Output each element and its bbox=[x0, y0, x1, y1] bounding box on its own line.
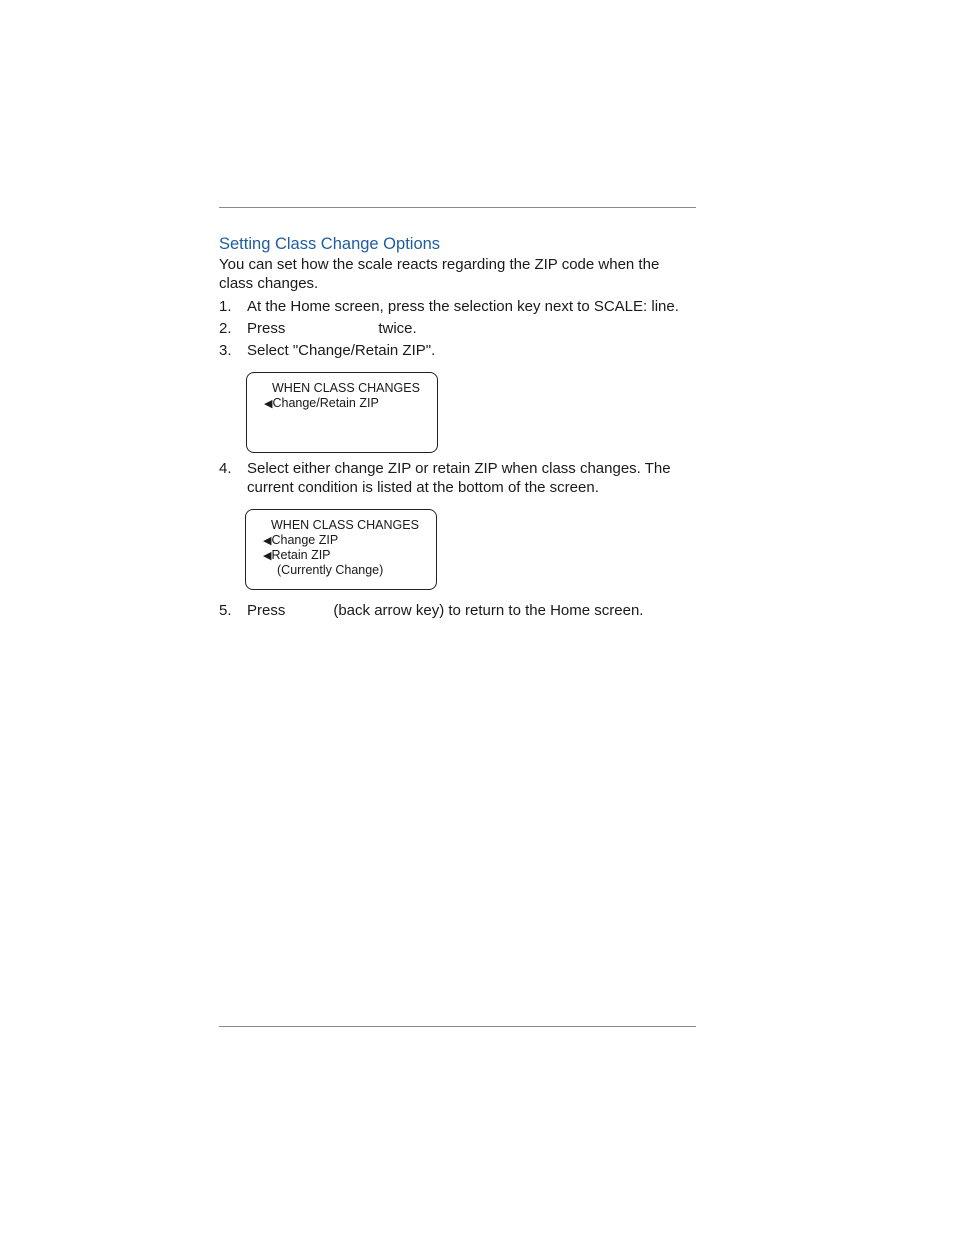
step-text: Select "Change/Retain ZIP". bbox=[247, 342, 436, 359]
lcd-title: WHEN CLASS CHANGES bbox=[272, 381, 420, 395]
left-triangle-icon: ◀ bbox=[264, 398, 273, 410]
lcd-menu-item-retain bbox=[263, 548, 331, 564]
step-number: 2. bbox=[219, 320, 232, 337]
lcd-item-label: Retain ZIP bbox=[271, 548, 331, 562]
lcd-screen-change-retain bbox=[246, 372, 438, 453]
step-number: 3. bbox=[219, 342, 232, 359]
lcd-status: (Currently Change) bbox=[277, 563, 384, 577]
lcd-screen-zip-options bbox=[245, 509, 437, 590]
lcd-item-label: Change/Retain ZIP bbox=[272, 396, 379, 410]
step-text-after: (back arrow key) to return to the Home screen. bbox=[333, 602, 644, 619]
step-text: At the Home screen, press the selection key next to SCALE: line. bbox=[247, 298, 679, 315]
lcd-menu-item-change bbox=[263, 533, 338, 549]
footer-rule bbox=[219, 1026, 696, 1027]
step-text-before: Press bbox=[247, 602, 286, 619]
step-text-before: Press bbox=[247, 320, 286, 337]
step-number: 1. bbox=[219, 298, 232, 315]
step-text: Select either change ZIP or retain ZIP when class changes. The current condition is listed at the bottom of the screen. bbox=[247, 460, 671, 496]
intro-paragraph: You can set how the scale reacts regarding the ZIP code when the class changes. bbox=[219, 256, 660, 292]
header-rule bbox=[219, 207, 696, 208]
section-heading: Setting Class Change Options bbox=[219, 235, 441, 253]
step-number: 5. bbox=[219, 602, 232, 619]
lcd-title: WHEN CLASS CHANGES bbox=[271, 518, 419, 532]
left-triangle-icon: ◀ bbox=[263, 535, 272, 547]
lcd-item-label: Change ZIP bbox=[271, 533, 339, 547]
step-number: 4. bbox=[219, 460, 232, 477]
lcd-menu-item bbox=[264, 396, 379, 412]
left-triangle-icon: ◀ bbox=[263, 550, 272, 562]
step-text bbox=[247, 601, 643, 620]
step-text bbox=[247, 319, 417, 338]
step-text-after: twice. bbox=[378, 320, 417, 337]
